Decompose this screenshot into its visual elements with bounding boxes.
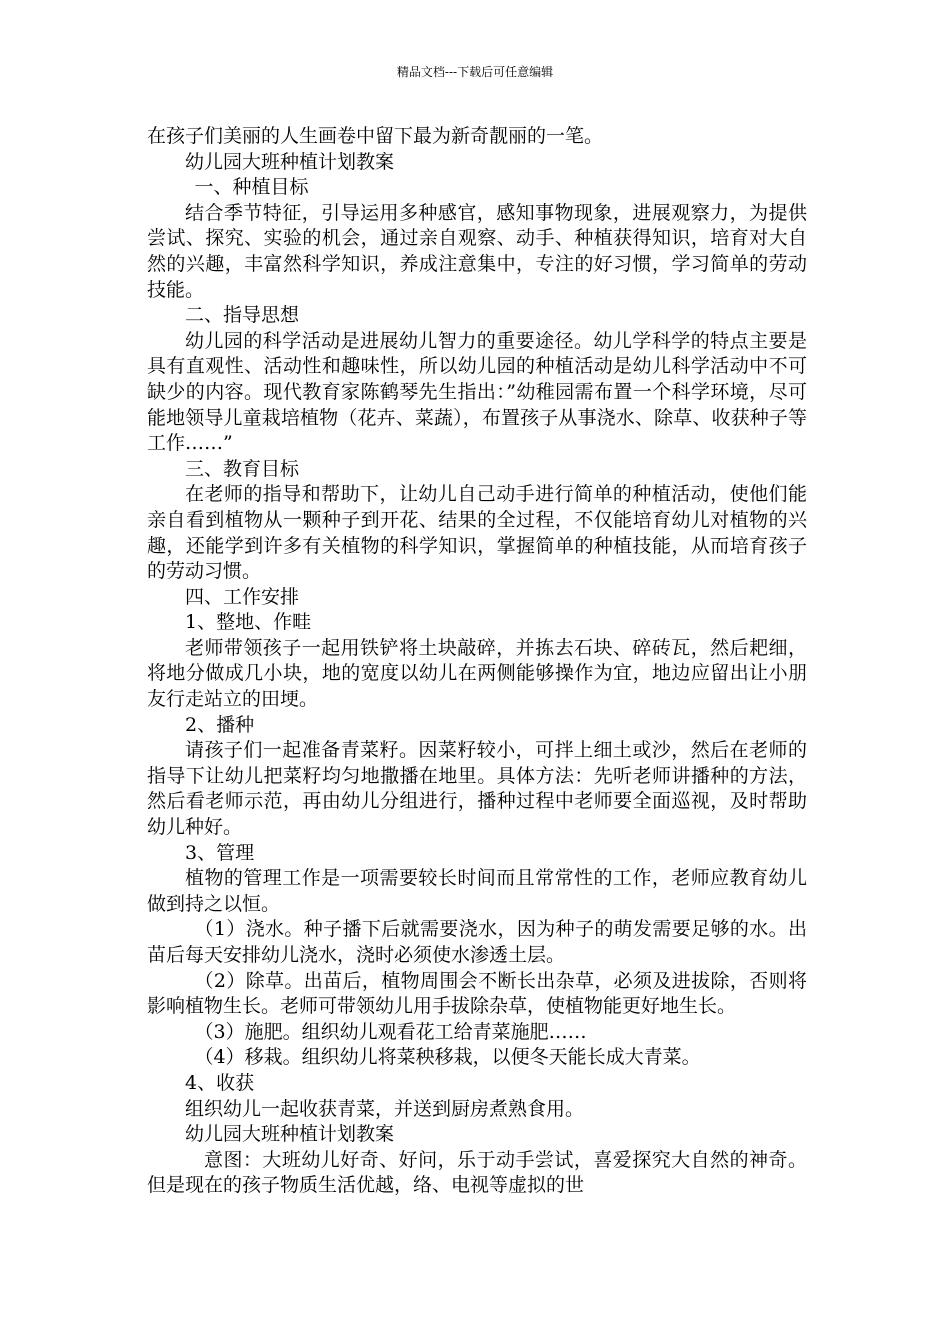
- section-title: 幼儿园大班种植计划教案: [185, 1123, 395, 1146]
- subheading: 2、播种: [185, 713, 255, 736]
- paragraph: 组织幼儿一起收获青菜，并送到厨房煮熟食用。: [185, 1097, 585, 1120]
- document-body: [147, 124, 807, 1199]
- page-header: 精品文档---下载后可任意编辑: [396, 65, 554, 79]
- heading: 一、种植目标: [194, 176, 309, 199]
- list-item: （4）移栽。组织幼儿将菜秧移栽，以便冬天能长成大青菜。: [194, 1046, 701, 1069]
- heading: 二、指导思想: [185, 304, 300, 327]
- paragraph: 意图：大班幼儿好奇、好问，乐于动手尝试，喜爱探究大自然的神奇。但是现在的孩子物质生活优越，络、电视等虚拟的世: [147, 1148, 807, 1197]
- section-title: 幼儿园大班种植计划教案: [185, 150, 395, 173]
- paragraph: 幼儿园的科学活动是进展幼儿智力的重要途径。幼儿学科学的特点主要是具有直观性、活动性和趣味性，所以幼儿园的种植活动是幼儿科学活动中不可缺少的内容。现代教育家陈鹤琴先生指出：”幼稚园需布置一个科学环境，尽可能地领导儿童栽培植物（花卉、菜蔬），布置孩子从事浇水、除草、收获种子等工作……”: [147, 329, 807, 455]
- paragraph: 植物的管理工作是一项需要较长时间而且常常性的工作，老师应教育幼儿做到持之以恒。: [147, 867, 807, 915]
- subheading: 1、整地、作畦: [185, 611, 312, 634]
- subheading: 3、管理: [185, 841, 255, 864]
- subheading: 4、收获: [185, 1071, 255, 1094]
- paragraph: 在孩子们美丽的人生画卷中留下最为新奇靓丽的一笔。: [147, 125, 604, 147]
- list-item: （3）施肥。组织幼儿观看花工给青菜施肥……: [194, 1020, 587, 1043]
- paragraph: 请孩子们一起准备青菜籽。因菜籽较小，可拌上细土或沙，然后在老师的指导下让幼儿把菜籽均匀地撒播在地里。具体方法：先听老师讲播种的方法，然后看老师示范，再由幼儿分组进行，播种过程中老师要全面巡视，及时帮助幼儿种好。: [147, 739, 807, 839]
- list-item: （2）除草。出苗后，植物周围会不断长出杂草，必须及进拔除，否则将影响植物生长。老师可带领幼儿用手拔除杂草，使植物能更好地生长。: [147, 969, 807, 1018]
- heading: 三、教育目标: [185, 457, 300, 480]
- list-item: （1）浇水。种子播下后就需要浇水，因为种子的萌发需要足够的水。出苗后每天安排幼儿浇水，浇时必须使水渗透土层。: [147, 918, 807, 966]
- paragraph: 在老师的指导和帮助下，让幼儿自己动手进行简单的种植活动，使他们能亲自看到植物从一颗种子到开花、结果的全过程，不仅能培育幼儿对植物的兴趣，还能学到许多有关植物的科学知识，掌握简单的种植技能，从而培育孩子的劳动习惯。: [147, 483, 807, 583]
- paragraph: 结合季节特征，引导运用多种感官，感知事物现象，进展观察力，为提供尝试、探究、实验的机会，通过亲自观察、动手、种植获得知识，培育对大自然的兴趣，丰富然科学知识，养成注意集中，专注的好习惯，学习简单的劳动技能。: [147, 201, 807, 301]
- heading: 四、工作安排: [185, 585, 300, 608]
- paragraph: 老师带领孩子一起用铁铲将土块敲碎，并拣去石块、碎砖瓦，然后耙细，将地分做成几小块，地的宽度以幼儿在两侧能够操作为宜，地边应留出让小朋友行走站立的田埂。: [147, 636, 807, 711]
